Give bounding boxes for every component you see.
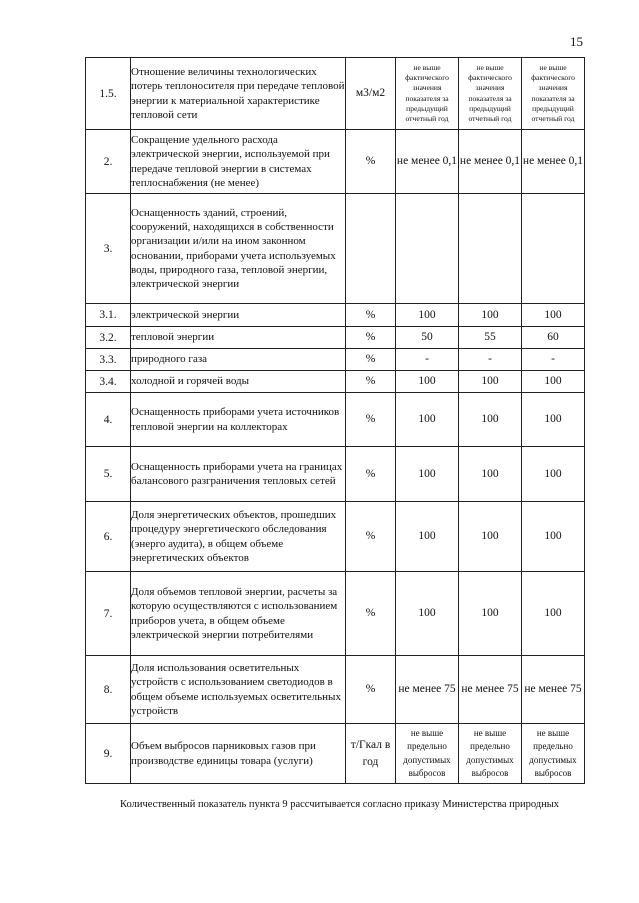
value-year-3: -	[522, 349, 585, 371]
indicator-name: Оснащенность приборами учета на границах балансового разграничения тепловых сетей	[131, 447, 346, 502]
table-row	[86, 194, 585, 304]
table-row	[86, 130, 585, 194]
value-year-1: 100	[396, 502, 459, 572]
unit-cell: %	[346, 393, 396, 447]
value-year-2	[459, 194, 522, 304]
value-year-2: 100	[459, 304, 522, 327]
unit-cell: %	[346, 349, 396, 371]
unit-cell: %	[346, 371, 396, 393]
unit-cell	[346, 194, 396, 304]
value-year-1: 100	[396, 371, 459, 393]
row-number: 6.	[86, 502, 131, 572]
value-year-1: не менее 0,1	[396, 130, 459, 194]
value-year-2: 100	[459, 572, 522, 656]
value-year-2: -	[459, 349, 522, 371]
value-year-1	[396, 194, 459, 304]
indicator-name: Отношение величины технологических потерь теплоносителя при передаче тепловой энергии к материальной характеристике тепловой сети	[131, 58, 346, 130]
indicator-name: природного газа	[131, 349, 346, 371]
value-year-1: 50	[396, 327, 459, 349]
indicator-name: Объем выбросов парниковых газов при производстве единицы товара (услуги)	[131, 724, 346, 784]
row-number: 3.	[86, 194, 131, 304]
unit-cell: %	[346, 572, 396, 656]
table-row	[86, 656, 585, 724]
indicator-name: Сокращение удельного расхода электрической энергии, используемой при передаче тепловой энергии в системах теплоснабжения (не менее)	[131, 130, 346, 194]
value-year-1: не менее 75	[396, 656, 459, 724]
value-year-2: 55	[459, 327, 522, 349]
table-row	[86, 58, 585, 130]
table-row	[86, 447, 585, 502]
unit-cell: %	[346, 502, 396, 572]
page-number: 15	[570, 34, 583, 49]
table-row	[86, 304, 585, 327]
unit-cell: м3/м2	[346, 58, 396, 130]
value-year-2: 100	[459, 502, 522, 572]
value-year-2: не менее 75	[459, 656, 522, 724]
value-year-1: не выше фактического значения показателя за предыдущий отчетный год	[396, 58, 459, 130]
indicator-name: Оснащенность приборами учета источников тепловой энергии на коллекторах	[131, 393, 346, 447]
table-row	[86, 393, 585, 447]
row-number: 2.	[86, 130, 131, 194]
value-year-3: не выше предельно допустимых выбросов	[522, 724, 585, 784]
unit-cell: %	[346, 656, 396, 724]
row-number: 3.2.	[86, 327, 131, 349]
unit-cell: т/Гкал в год	[346, 724, 396, 784]
row-number: 3.4.	[86, 371, 131, 393]
row-number: 7.	[86, 572, 131, 656]
value-year-1: 100	[396, 572, 459, 656]
unit-cell: %	[346, 304, 396, 327]
footer-note: Количественный показатель пункта 9 рассчитывается согласно приказу Министерства природных	[120, 799, 560, 810]
value-year-1: -	[396, 349, 459, 371]
value-year-3: 60	[522, 327, 585, 349]
row-number: 3.1.	[86, 304, 131, 327]
value-year-2: не менее 0,1	[459, 130, 522, 194]
value-year-3: не менее 0,1	[522, 130, 585, 194]
row-number: 1.5.	[86, 58, 131, 130]
value-year-3: 100	[522, 304, 585, 327]
table-row	[86, 502, 585, 572]
value-year-3: 100	[522, 371, 585, 393]
row-number: 5.	[86, 447, 131, 502]
value-year-3: 100	[522, 572, 585, 656]
unit-cell: %	[346, 447, 396, 502]
table-row	[86, 572, 585, 656]
value-year-3	[522, 194, 585, 304]
row-number: 8.	[86, 656, 131, 724]
indicator-name: Доля энергетических объектов, прошедших процедуру энергетического обследования (энерго аудита), в общем объеме энергетических объектов	[131, 502, 346, 572]
table-row	[86, 349, 585, 371]
unit-cell: %	[346, 327, 396, 349]
indicator-name: Доля объемов тепловой энергии, расчеты за которую осуществляются с использованием приборов учета, в общем объеме электрической энергии потребителями	[131, 572, 346, 656]
indicator-name: холодной и горячей воды	[131, 371, 346, 393]
value-year-3: 100	[522, 502, 585, 572]
value-year-2: 100	[459, 371, 522, 393]
indicators-table	[85, 57, 585, 784]
value-year-2: не выше фактического значения показателя за предыдущий отчетный год	[459, 58, 522, 130]
value-year-2: 100	[459, 447, 522, 502]
table-row	[86, 724, 585, 784]
value-year-3: 100	[522, 393, 585, 447]
value-year-2: не выше предельно допустимых выбросов	[459, 724, 522, 784]
value-year-2: 100	[459, 393, 522, 447]
table-row	[86, 371, 585, 393]
value-year-1: 100	[396, 393, 459, 447]
indicator-name: тепловой энергии	[131, 327, 346, 349]
value-year-3: не выше фактического значения показателя за предыдущий отчетный год	[522, 58, 585, 130]
value-year-1: 100	[396, 304, 459, 327]
value-year-3: 100	[522, 447, 585, 502]
row-number: 9.	[86, 724, 131, 784]
table-row	[86, 327, 585, 349]
row-number: 4.	[86, 393, 131, 447]
indicator-name: электрической энергии	[131, 304, 346, 327]
unit-cell: %	[346, 130, 396, 194]
value-year-3: не менее 75	[522, 656, 585, 724]
value-year-1: 100	[396, 447, 459, 502]
indicator-name: Оснащенность зданий, строений, сооружений, находящихся в собственности организации и/или на ином законном основании, приборами учета используемых воды, природного газа, тепловой энергии, электрической энергии	[131, 194, 346, 304]
row-number: 3.3.	[86, 349, 131, 371]
value-year-1: не выше предельно допустимых выбросов	[396, 724, 459, 784]
indicator-name: Доля использования осветительных устройств с использованием светодиодов в общем объеме используемых осветительных устройств	[131, 656, 346, 724]
